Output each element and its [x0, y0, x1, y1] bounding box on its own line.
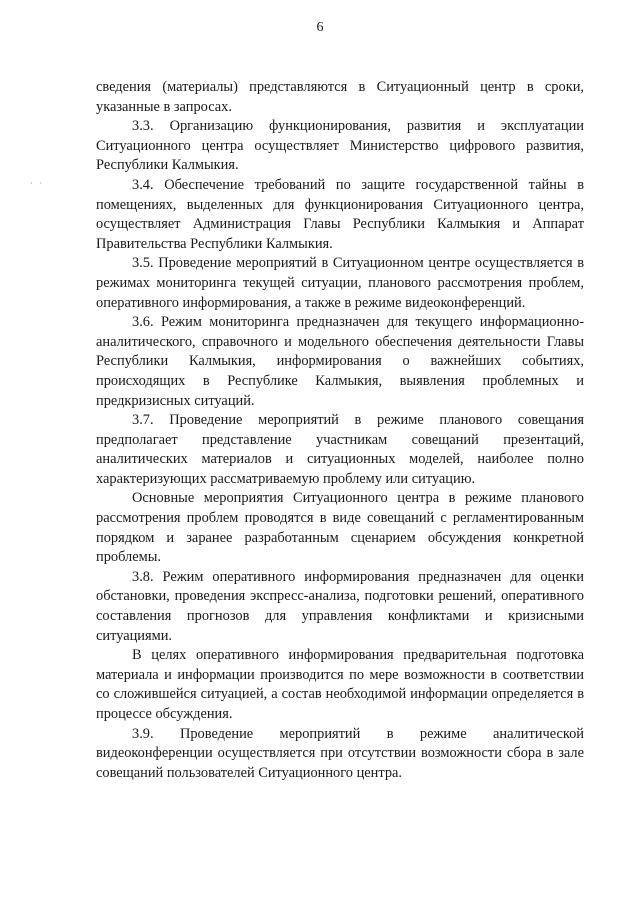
paragraph-3-9: 3.9. Проведение мероприятий в режиме аналитической видеоконференции осуществляется при отсутствии возможности сбора в зале совещаний пользователей Ситуационного центра.	[96, 725, 584, 781]
paragraph-continuation: сведения (материалы) представляются в Ситуационный центр в сроки, указанные в запросах.	[96, 79, 584, 115]
document-body	[96, 78, 584, 783]
paragraph-3-8: 3.8. Режим оперативного информирования предназначен для оценки обстановки, проведения экспресс-анализа, подготовки решений, оперативного составления прогнозов для управления конфликтами и кризисными ситуациями.	[96, 568, 584, 644]
paragraph-3-5: 3.5. Проведение мероприятий в Ситуационном центре осуществляется в режимах мониторинга текущей ситуации, планового рассмотрения проблем, оперативного информирования, а также в режиме видеоконференций.	[96, 255, 584, 311]
paragraph-3-3: 3.3. Организацию функционирования, развития и эксплуатации Ситуационного центра осуществляет Министерство цифрового развития, Республики Калмыкия.	[96, 118, 584, 174]
scan-artifact: · ·	[30, 178, 45, 188]
page-number: 6	[316, 20, 324, 35]
paragraph-planned-meetings: Основные мероприятия Ситуационного центра в режиме планового рассмотрения проблем проводятся в виде совещаний с регламентированным порядком и заранее разработанным сценарием обсуждения конкретной проблемы.	[96, 490, 584, 566]
paragraph-operative-info: В целях оперативного информирования предварительная подготовка материала и информации производится по мере возможности в соответствии со сложившейся ситуацией, а состав необходимой информации определяется в процессе обсуждения.	[96, 647, 584, 722]
paragraph-3-4: 3.4. Обеспечение требований по защите государственной тайны в помещениях, выделенных для функционирования Ситуационного центра, осуществляет Администрация Главы Республики Калмыкия и Аппарат Правительства Республики Калмыкия.	[96, 176, 584, 252]
paragraph-3-6: 3.6. Режим мониторинга предназначен для текущего информационно-аналитического, справочного и модельного обеспечения деятельности Главы Республики Калмыкия, информирования о важнейших событиях, происходящих в Республике Калмыкия, выявления проблемных и предкризисных ситуаций.	[96, 314, 584, 409]
paragraph-3-7: 3.7. Проведение мероприятий в режиме планового совещания предполагает представление участникам совещаний презентаций, аналитических материалов и ситуационных моделей, наиболее полно характеризующих рассматриваемую проблему или ситуацию.	[96, 412, 584, 487]
